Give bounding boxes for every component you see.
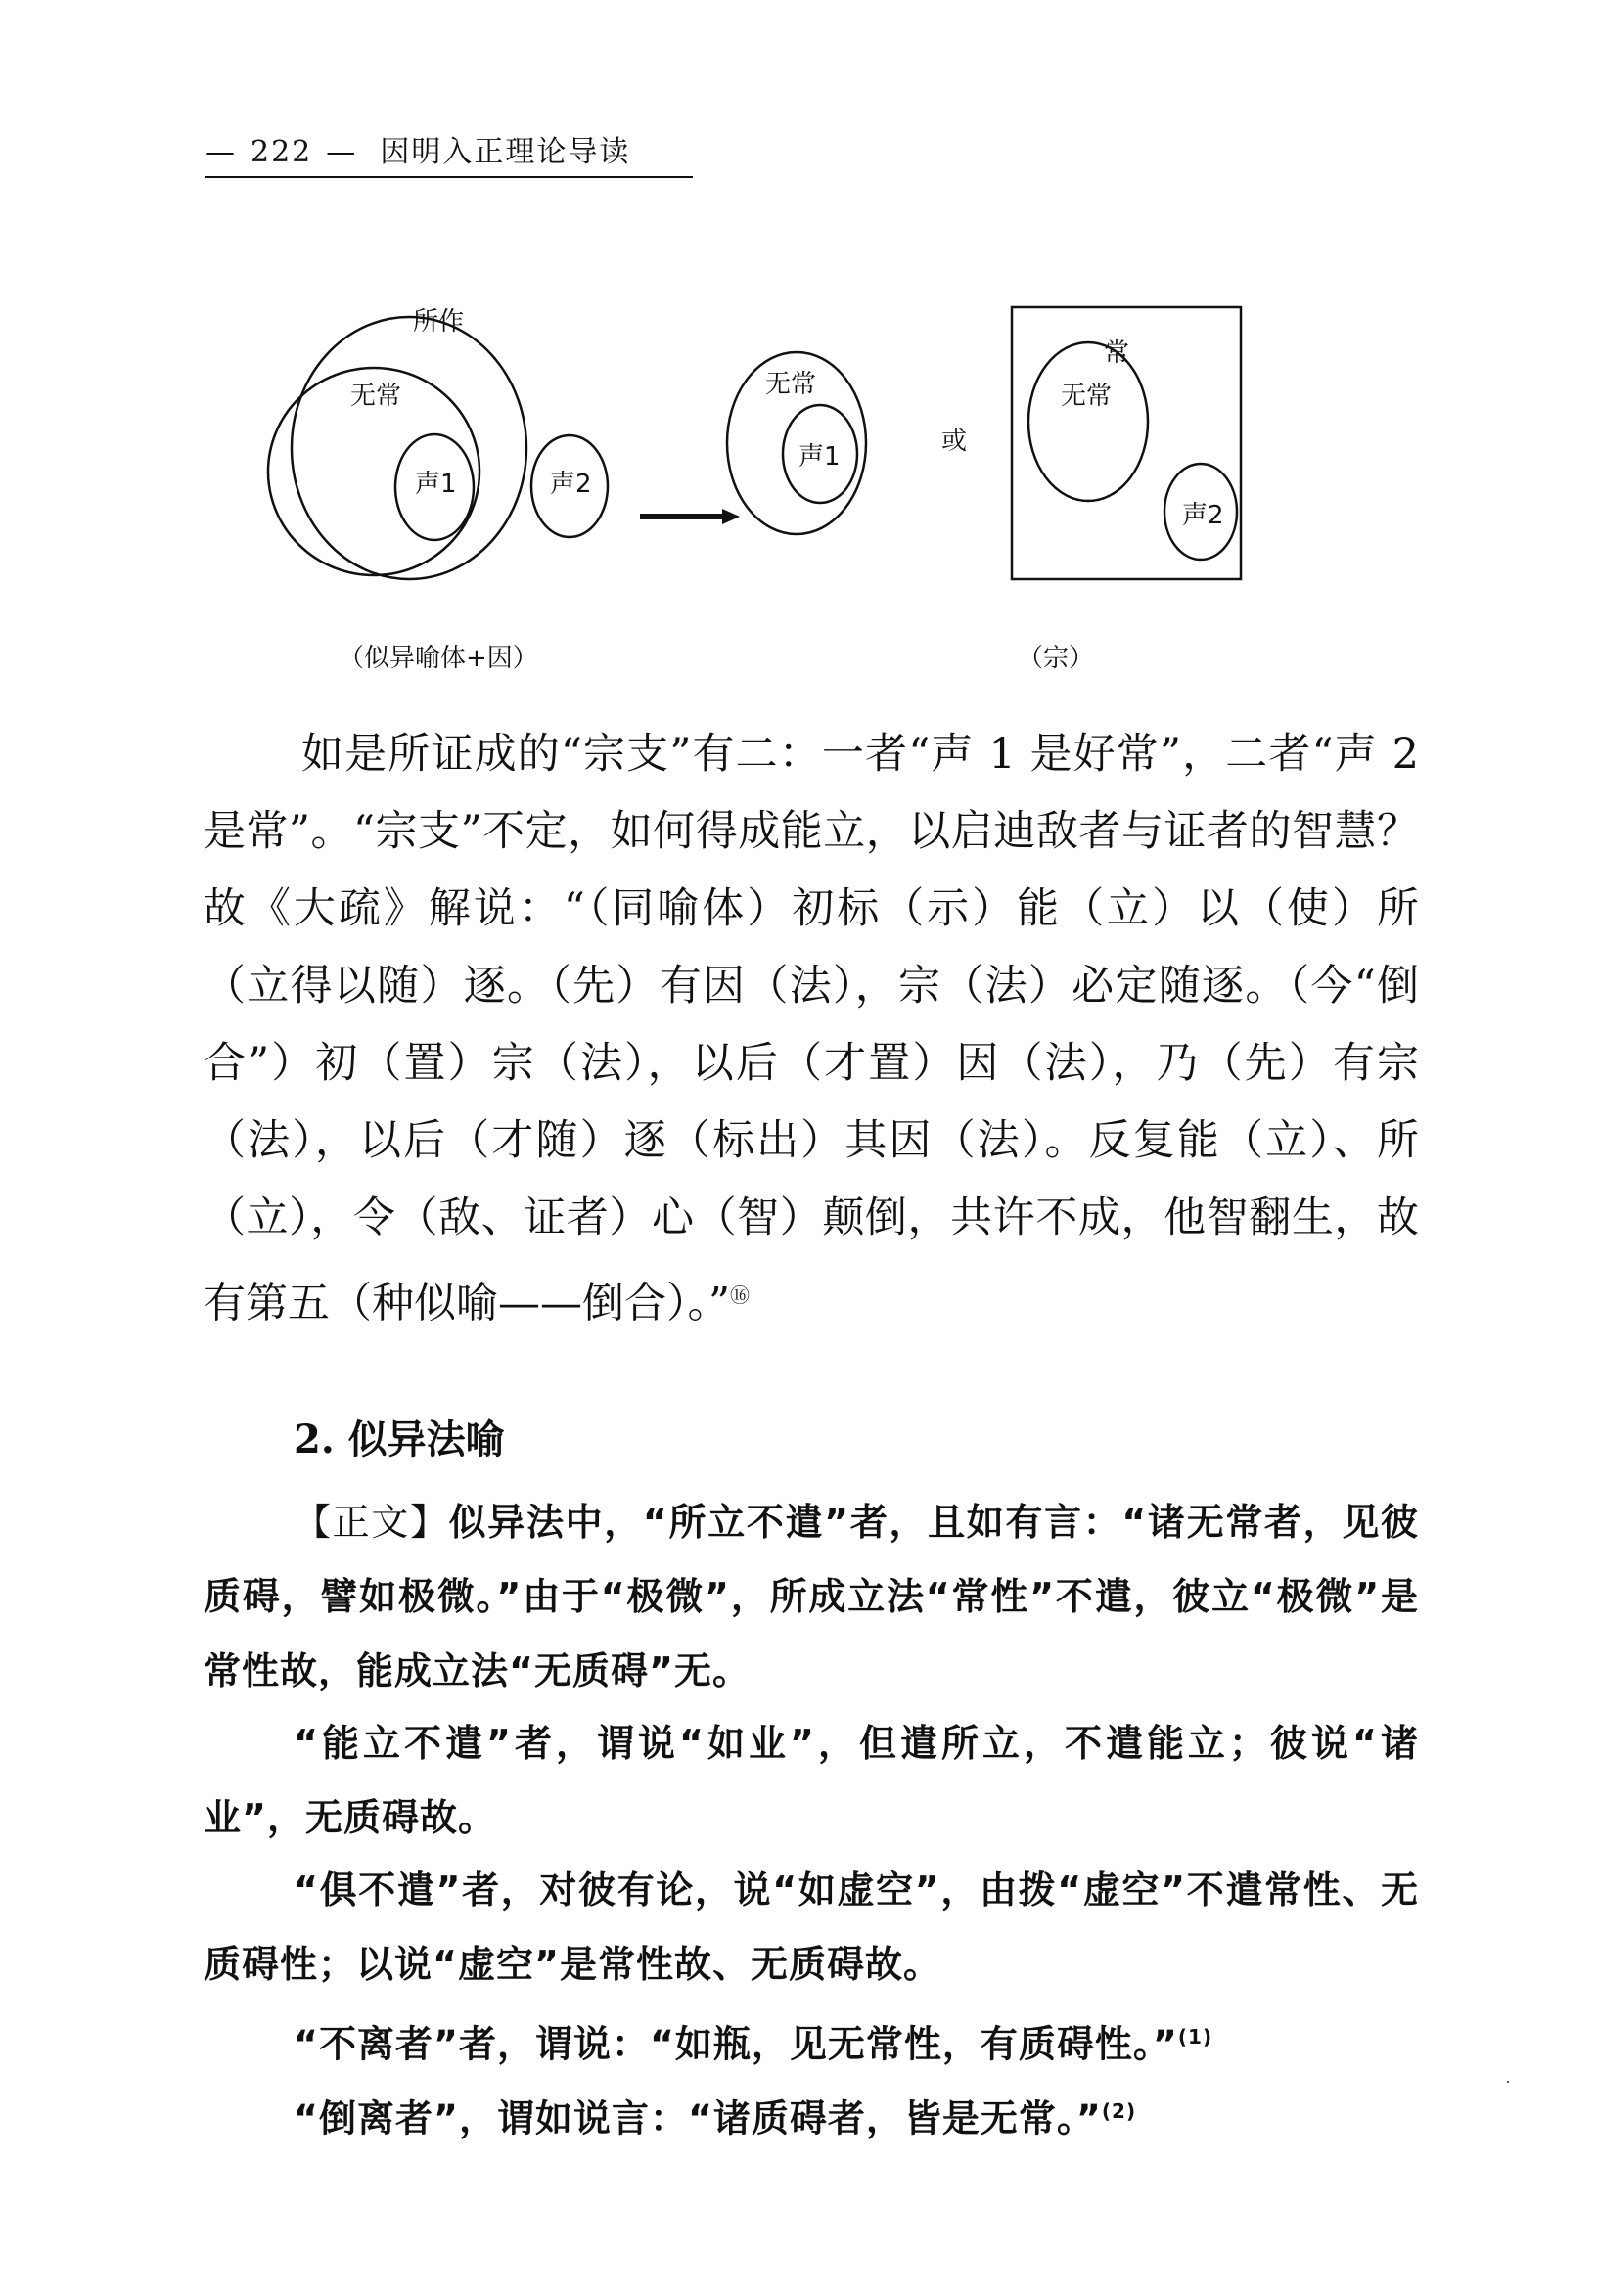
body-paragraph-3-text: “俱不遣”者，对彼有论，说“如虚空”，由拨“虚空”不遣常性、无质碍性；以说“虚空”是常性故、无质碍故。 [204, 1868, 1419, 1986]
right-caption: （宗） [1018, 644, 1095, 673]
right-arrow-icon [640, 509, 740, 524]
label-sheng2-right: 声2 [1182, 501, 1224, 530]
label-suozuo: 所作 [413, 307, 465, 337]
label-wuchang-right: 无常 [1061, 382, 1113, 411]
body-paragraph-1 [204, 1485, 1419, 1708]
page-number: 222 [251, 135, 313, 169]
header-rule [205, 176, 693, 178]
label-sheng1-middle: 声1 [798, 442, 841, 472]
body-paragraph-2 [204, 1706, 1419, 1855]
body-paragraph-1-text: 似异法中，“所立不遣”者，且如有言：“诸无常者，见彼质碍，譬如极微。”由于“极微”，所成立法“常性”不遣，彼立“极微”是常性故，能成立法“无质碍”无。 [204, 1501, 1419, 1692]
label-chang: 常 [1104, 338, 1130, 368]
note-1: (1) [1177, 2025, 1213, 2048]
left-caption: （似异喻体+因） [339, 644, 538, 673]
right-large-circle [1028, 342, 1148, 501]
venn-diagram-svg [0, 284, 1597, 695]
paragraph-1-text: 如是所证成的“宗支”有二：一者“声 1 是好常”，二者“声 2 是常”。“宗支”不定，如何得成能立，以启迪敌者与证者的智慧？故《大疏》解说：“（同喻体）初标（示）能（立）以（使）所（立得以随）逐。（先）有因（法），宗（法）必定随逐。（今“倒合”）初（置）宗（法），以后（才置）因（法），乃（先）有宗（法），以后（才随）逐（标出）其因（法）。反复能（立）、所（立），令（敌、证者）心（智）颠倒，共许不成，他智翻生，故有第五（种似喻——倒合）。” [204, 730, 1419, 1328]
label-wuchang-left: 无常 [350, 382, 402, 411]
body-paragraph-5-text: “倒离者”，谓如说言：“诸质碍者，皆是无常。” [294, 2096, 1102, 2140]
label-wuchang-middle: 无常 [765, 370, 817, 399]
body-paragraph-5 [204, 2074, 1419, 2156]
body-paragraph-2-text: “能立不遣”者，谓说“如业”，但遣所立，不遣能立；彼说“诸业”，无质碍故。 [204, 1722, 1419, 1839]
label-or: 或 [941, 427, 968, 456]
running-header [205, 127, 693, 176]
header-dash-right: — [326, 135, 358, 169]
footnote-mark-16: ⑯ [729, 1283, 750, 1307]
scan-speck [1507, 2081, 1509, 2083]
header-dash-left: — [205, 135, 237, 169]
body-paragraph-4-text: “不离者”者，谓说：“如瓶，见无常性，有质碍性。” [294, 2022, 1178, 2066]
body-paragraph-3 [204, 1853, 1419, 2002]
zhengwen-label: 【正文】 [294, 1501, 449, 1544]
header-text [205, 127, 693, 170]
section-title: 2. 似异法喻 [294, 1417, 505, 1463]
label-sheng2-left: 声2 [550, 470, 592, 499]
body-paragraph-4 [204, 2000, 1419, 2082]
label-sheng1-left: 声1 [415, 470, 457, 499]
paragraph-1 [204, 716, 1419, 1342]
note-2: (2) [1101, 2099, 1137, 2123]
venn-figure [0, 284, 1597, 695]
book-title: 因明入正理论导读 [380, 135, 631, 169]
